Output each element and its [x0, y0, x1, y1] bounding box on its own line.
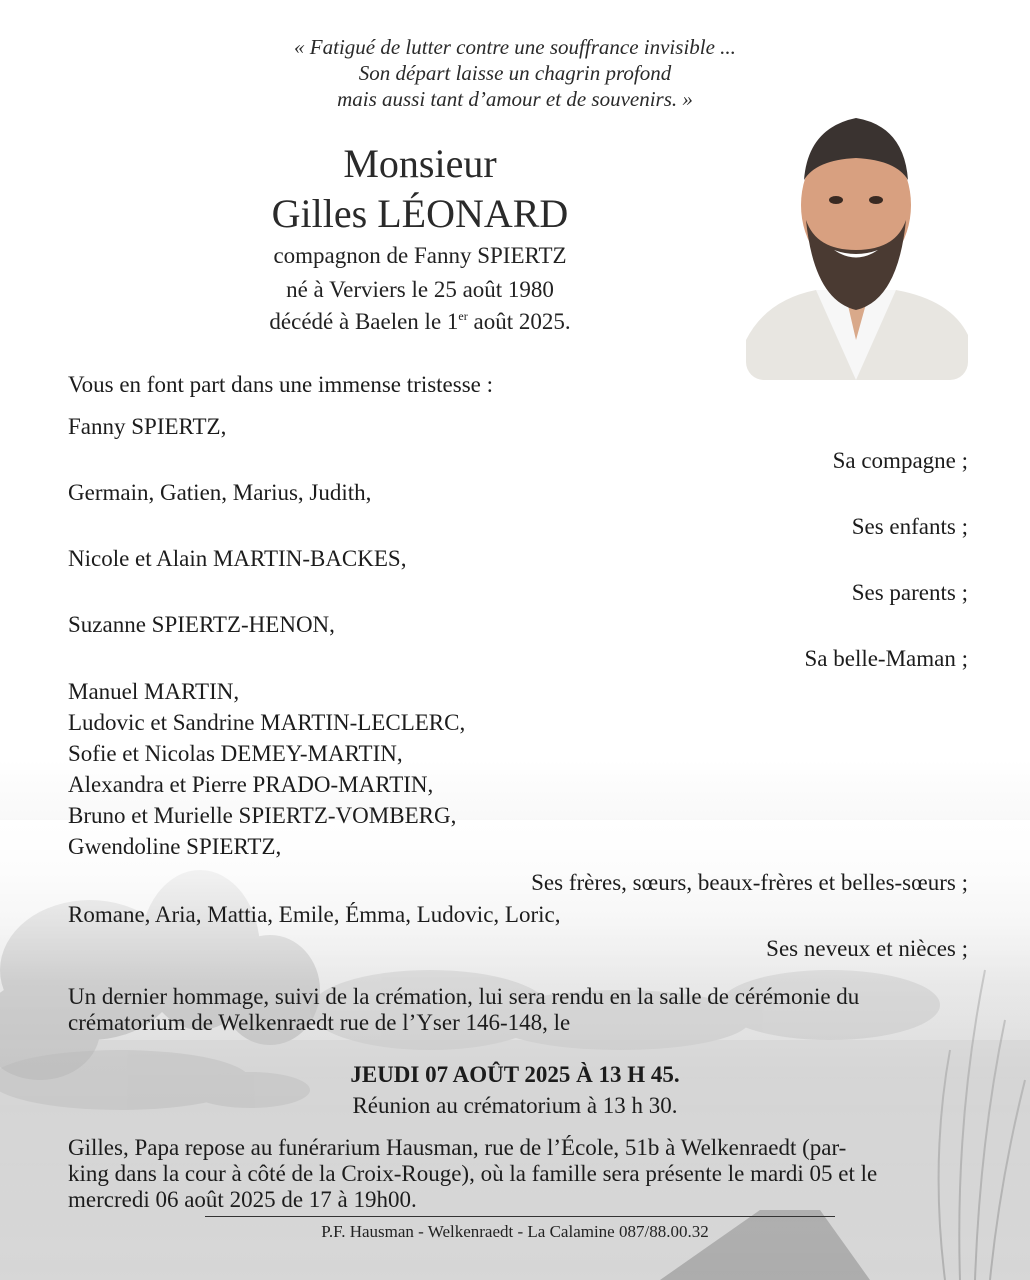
mourner-sibling: Ludovic et Sandrine MARTIN-LECLERC, [68, 710, 466, 735]
meeting-time: Réunion au crématorium à 13 h 30. [352, 1093, 678, 1118]
relation-children: Ses enfants ; [851, 514, 968, 539]
visitation-line-2: king dans la cour à côté de la Croix-Rouge), où la famille sera présente le mardi 05 et le [68, 1161, 878, 1186]
mourner-mother-in-law: Suzanne SPIERTZ-HENON, [68, 612, 335, 637]
mourner-sibling: Sofie et Nicolas DEMEY-MARTIN, [68, 741, 403, 766]
ceremony-line-1: Un dernier hommage, suivi de la crémation, lui sera rendu en la salle de cérémonie du [68, 984, 860, 1009]
ceremony-date: JEUDI 07 AOÛT 2025 À 13 H 45. [350, 1062, 680, 1087]
portrait-photo [746, 100, 968, 380]
honorific: Monsieur [343, 141, 497, 186]
visitation-line-1: Gilles, Papa repose au funérarium Hausman, rue de l’École, 51b à Welkenraedt (par- [68, 1135, 847, 1160]
funeral-home-footer: P.F. Hausman - Welkenraedt - La Calamine 087/88.00.32 [321, 1222, 709, 1241]
deceased-name: Gilles LÉONARD [271, 191, 569, 236]
ceremony-paragraph [68, 984, 968, 1036]
footer-divider [205, 1216, 835, 1217]
mourner-sibling: Gwendoline SPIERTZ, [68, 834, 282, 859]
visitation-paragraph [68, 1135, 968, 1213]
relation-parents: Ses parents ; [851, 580, 968, 605]
quote-line-2: Son départ laisse un chagrin profond [358, 61, 672, 85]
quote-line-1: « Fatigué de lutter contre une souffrance invisible ... [294, 35, 736, 59]
birth-line: né à Verviers le 25 août 1980 [286, 277, 554, 302]
death-line-suffix: août 2025. [467, 309, 571, 334]
relation-nephews-nieces: Ses neveux et nièces ; [766, 936, 968, 961]
ordinal-suffix: er [458, 309, 468, 323]
intro-text: Vous en font part dans une immense tristesse : [68, 372, 494, 397]
visitation-line-3: mercredi 06 août 2025 de 17 à 19h00. [68, 1187, 417, 1212]
mourner-sibling: Alexandra et Pierre PRADO-MARTIN, [68, 772, 434, 797]
death-line [200, 309, 640, 335]
mourner-sibling: Manuel MARTIN, [68, 679, 240, 704]
mourner-sibling: Bruno et Murielle SPIERTZ-VOMBERG, [68, 803, 457, 828]
relation-partner: Sa compagne ; [832, 448, 968, 473]
relation-siblings: Ses frères, sœurs, beaux-frères et belles-sœurs ; [531, 870, 968, 895]
relation-mother-in-law: Sa belle-Maman ; [804, 646, 968, 671]
companion-line: compagnon de Fanny SPIERTZ [273, 243, 567, 268]
mourner-nephews-nieces: Romane, Aria, Mattia, Emile, Émma, Ludovic, Loric, [68, 902, 561, 927]
mourner-partner: Fanny SPIERTZ, [68, 414, 227, 439]
death-line-prefix: décédé à Baelen le 1 [269, 309, 459, 334]
quote-line-3: mais aussi tant d’amour et de souvenirs. » [337, 87, 693, 111]
mourner-parents: Nicole et Alain MARTIN-BACKES, [68, 546, 407, 571]
ceremony-line-2: crématorium de Welkenraedt rue de l’Yser 146-148, le [68, 1010, 571, 1035]
mourner-children: Germain, Gatien, Marius, Judith, [68, 480, 372, 505]
